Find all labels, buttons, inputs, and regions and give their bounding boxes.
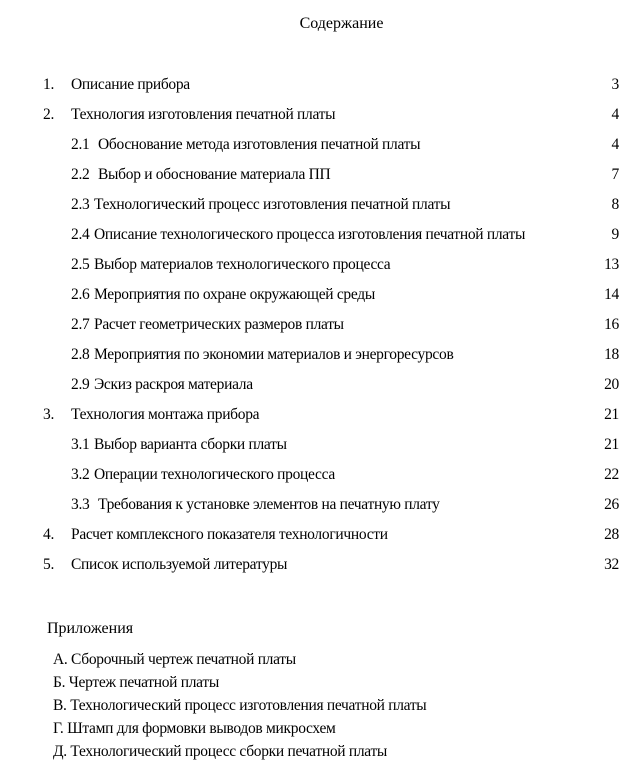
appendix-list [53,648,426,763]
toc-entry-text: Операции технологического процесса [94,466,335,483]
toc-entry-text: Выбор материалов технологического процесса [94,256,391,273]
toc-entry-text: Обоснование метода изготовления печатной платы [98,136,421,153]
toc-entry-text: Расчет геометрических размеров платы [94,316,344,333]
toc-entry [43,190,619,220]
toc-entry [43,250,619,280]
appendix-title: Приложения [47,620,134,637]
toc-entry-page: 18 [604,346,619,363]
toc-entry-num: 4. [43,526,55,543]
toc-entry-text: Список используемой литературы [71,556,288,573]
toc-entry-page: 4 [611,106,619,123]
toc-entry-text: Требования к установке элементов на печатную плату [98,496,440,513]
toc-entry-num: 3.2 [71,466,90,483]
toc-entry-text: Описание прибора [71,76,190,93]
toc-entry [43,280,619,310]
toc-entry-num: 2. [43,106,55,123]
toc-entry-page: 26 [604,496,619,513]
toc-entry [43,70,619,100]
toc-entry [43,160,619,190]
toc-entry-page: 14 [604,286,619,303]
toc-entry-num: 5. [43,556,55,573]
toc-entry-text: Выбор варианта сборки платы [94,436,287,453]
table-of-contents [43,70,619,580]
toc-entry-page: 9 [611,226,619,243]
toc-entry [43,550,619,580]
toc-entry-num: 2.6 [71,286,90,303]
toc-entry-page: 21 [604,406,619,423]
toc-entry [43,520,619,550]
toc-entry [43,430,619,460]
toc-entry-num: 3. [43,406,55,423]
toc-entry [43,370,619,400]
toc-entry-text: Выбор и обоснование материала ПП [98,166,331,183]
toc-entry-num: 2.5 [71,256,90,273]
toc-entry-page: 3 [611,76,619,93]
toc-entry [43,310,619,340]
toc-entry-page: 8 [611,196,619,213]
toc-entry [43,100,619,130]
toc-entry-num: 2.4 [71,226,90,243]
toc-entry [43,490,619,520]
appendix-item: Б. Чертеж печатной платы [53,674,219,691]
toc-entry-num: 2.3 [71,196,90,213]
appendix-item: Д. Технологический процесс сборки печатной платы [53,743,388,760]
toc-entry-num: 2.1 [71,136,90,153]
toc-entry [43,340,619,370]
toc-entry-text: Описание технологического процесса изготовления печатной платы [94,226,526,243]
toc-entry-num: 3.3 [71,496,90,513]
toc-entry-page: 16 [604,316,619,333]
toc-entry-page: 28 [604,526,619,543]
page-title: Содержание [299,15,384,32]
toc-entry-num: 2.9 [71,376,90,393]
toc-entry-text: Технология монтажа прибора [71,406,260,423]
toc-entry-page: 22 [604,466,619,483]
toc-entry-num: 2.7 [71,316,90,333]
toc-entry-num: 2.2 [71,166,90,183]
appendix-item: Г. Штамп для формовки выводов микросхем [53,720,336,737]
appendix-item: В. Технологический процесс изготовления печатной платы [53,697,427,714]
toc-entry-text: Мероприятия по экономии материалов и энергоресурсов [94,346,454,363]
toc-entry [43,400,619,430]
appendix-item: А. Сборочный чертеж печатной платы [53,651,296,668]
toc-entry-page: 21 [604,436,619,453]
toc-entry-page: 13 [604,256,619,273]
toc-entry-num: 1. [43,76,55,93]
toc-entry-page: 7 [611,166,619,183]
toc-entry-text: Мероприятия по охране окружающей среды [94,286,375,303]
toc-entry [43,130,619,160]
toc-entry-text: Расчет комплексного показателя технологичности [71,526,388,543]
toc-entry-page: 4 [611,136,619,153]
toc-entry-text: Технология изготовления печатной платы [71,106,336,123]
toc-entry-num: 3.1 [71,436,90,453]
toc-entry-page: 20 [604,376,619,393]
toc-entry [43,460,619,490]
toc-entry-text: Эскиз раскроя материала [94,376,253,393]
toc-entry [43,220,619,250]
toc-entry-page: 32 [604,556,619,573]
toc-entry-text: Технологический процесс изготовления печатной платы [94,196,451,213]
toc-entry-num: 2.8 [71,346,90,363]
